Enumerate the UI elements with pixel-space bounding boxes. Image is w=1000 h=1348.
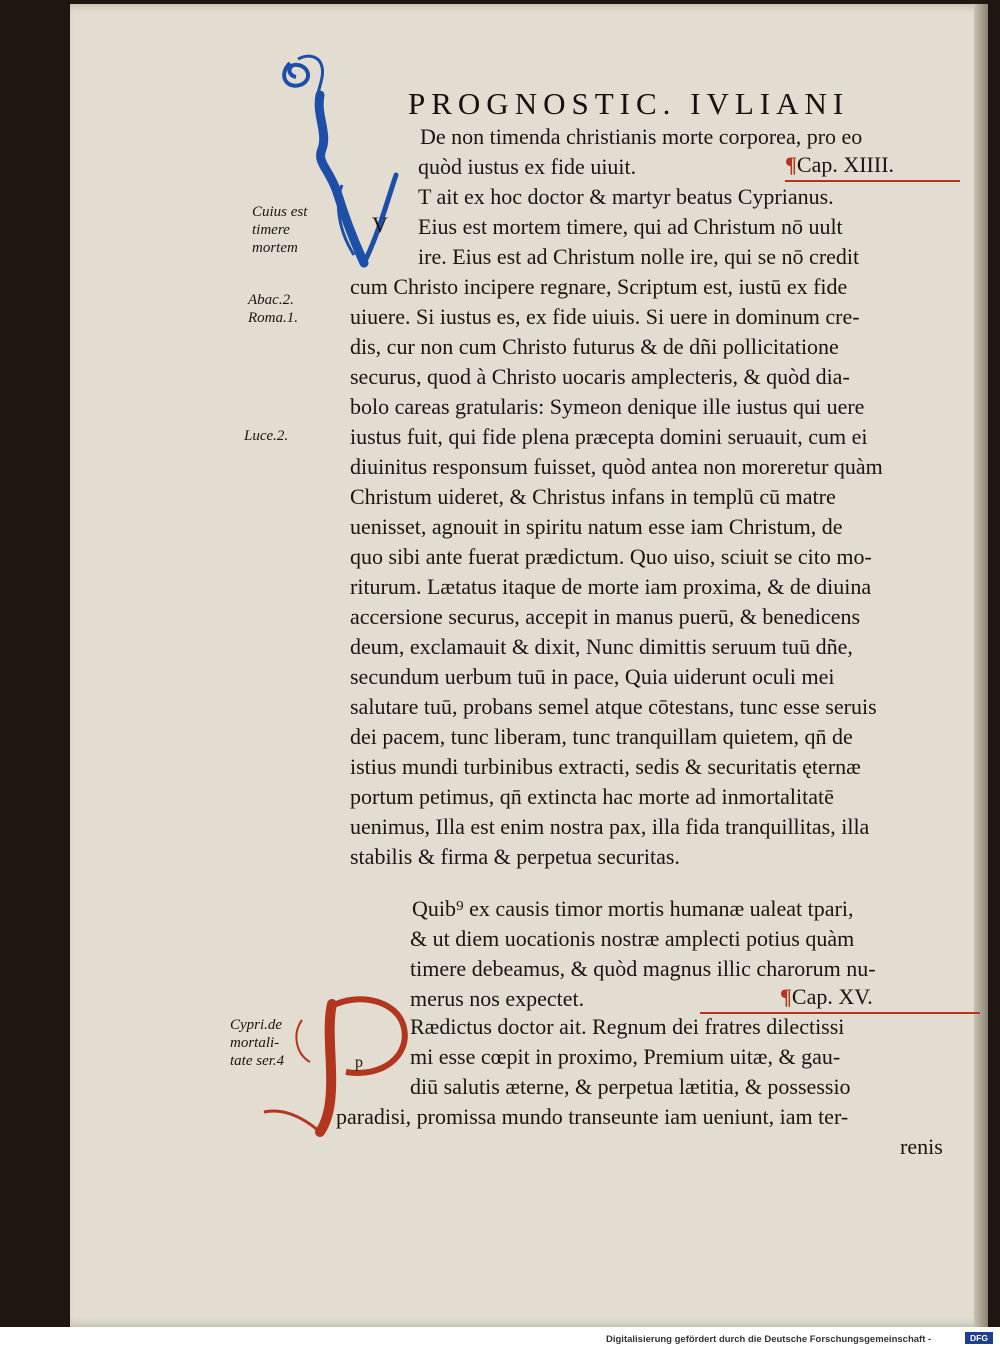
margin-note: Luce.2. <box>244 428 289 444</box>
chapter-14-body-line: bolo careas gratularis: Symeon denique ille iustus qui uere <box>350 394 865 419</box>
chapter-14-cap-label: Cap. XIIII. <box>796 152 895 177</box>
chapter-14-heading-line: quòd iustus ex fide uiuit. <box>418 154 637 179</box>
chapter-14-body-line: accersione securus, accepit in manus puerū, & benedicens <box>350 604 861 629</box>
guide-letter-p: p <box>355 1054 363 1071</box>
margin-note: Abac.2. Roma.1. <box>248 292 298 326</box>
chapter-15-body-line: diū salutis æterne, & perpetua lætitia, & possessio <box>410 1074 851 1099</box>
chapter-14-heading-line: De non timenda christianis morte corporea, pro eo <box>420 124 863 149</box>
footer-credit: Digitalisierung gefördert durch die Deutsche Forschungsgemeinschaft - <box>606 1334 932 1345</box>
chapter-15-heading-line: merus nos expectet. <box>410 986 585 1011</box>
chapter-15-cap-label: Cap. XV. <box>791 984 873 1009</box>
dfg-logo: DFG <box>965 1332 993 1344</box>
chapter-14-body-line: riturum. Lætatus itaque de morte iam proxima, & de diuina <box>350 574 872 599</box>
chapter-14-body-line: salutare tuū, probans semel atque cōtestans, tunc esse seruis <box>350 694 877 719</box>
chapter-14-body-line: iustus fuit, qui fide plena præcepta domini seruauit, cum ei <box>350 424 868 449</box>
chapter-15-heading-line: timere debeamus, & quòd magnus illic charorum nu- <box>410 956 876 981</box>
chapter-14-body-line: ire. Eius est ad Christum nolle ire, qui se nō credit <box>418 244 860 269</box>
chapter-15-heading-line: & ut diem uocationis nostræ amplecti potius quàm <box>410 926 855 951</box>
chapter-14-body-line: quo sibi ante fuerat prædictum. Quo uiso, sciuit se cito mo- <box>350 544 872 569</box>
chapter-14-body-line: uiuere. Si iustus es, ex fide uiuis. Si uere in dominum cre- <box>350 304 860 329</box>
chapter-15-body-line: Rædictus doctor ait. Regnum dei fratres dilectissi <box>410 1014 845 1039</box>
running-head: PROGNOSTIC. IVLIANI <box>408 86 850 121</box>
chapter-14-body-line: diuinitus responsum fuisset, quòd antea non moreretur quàm <box>350 454 883 479</box>
catchword: renis <box>900 1134 943 1159</box>
chapter-14-rubric-line <box>785 180 960 182</box>
chapter-14-body-line: Christum uideret, & Christus infans in templū cū matre <box>350 484 836 509</box>
chapter-14-body-line: uenisset, agnouit in spiritu natum esse iam Christum, de <box>350 514 843 539</box>
pilcrow-icon: ¶ <box>780 984 792 1009</box>
chapter-14-body-line: uenimus, Illa est enim nostra pax, illa fida tranquillitas, illa <box>350 814 870 839</box>
chapter-14-cap-marker <box>785 152 894 178</box>
chapter-15-body-line: paradisi, promissa mundo transeunte iam ueniunt, iam ter- <box>336 1104 849 1129</box>
chapter-14-body-line: deum, exclamauit & dixit, Nunc dimittis seruum tuū dñe, <box>350 634 853 659</box>
chapter-15-body-line: mi esse cœpit in proximo, Premium uitæ, & gau- <box>410 1044 841 1069</box>
chapter-14-body-line: portum petimus, qn̄ extincta hac morte ad inmortalitatē <box>350 784 834 809</box>
margin-note: Cypri.de mortali- tate ser.4 <box>230 1017 285 1069</box>
chapter-14-body-line: dei pacem, tunc liberam, tunc tranquillam quietem, qn̄ de <box>350 724 853 749</box>
chapter-14-body-line: Eius est mortem timere, qui ad Christum nō uult <box>418 214 843 239</box>
pilcrow-icon: ¶ <box>785 152 797 177</box>
chapter-14-body-line: dis, cur non cum Christo futurus & de dñi pollicitatione <box>350 334 839 359</box>
guide-letter-v: V <box>372 212 388 237</box>
margin-note: Cuius est timere mortem <box>252 204 308 256</box>
chapter-15-cap-marker <box>780 984 873 1010</box>
page-edge <box>974 4 988 1327</box>
chapter-14-body-line: stabilis & firma & perpetua securitas. <box>350 844 680 869</box>
chapter-14-body-line: securus, quod à Christo uocaris amplecteris, & quòd dia- <box>350 364 850 389</box>
chapter-14-body-line: secundum uerbum tuū in pace, Quia uiderunt oculi mei <box>350 664 835 689</box>
chapter-14-body-line: cum Christo incipere regnare, Scriptum est, iustū ex fide <box>350 274 848 299</box>
chapter-14-body-line: istius mundi turbinibus extracti, sedis & securitatis ęternæ <box>350 754 861 779</box>
chapter-14-body-line: T ait ex hoc doctor & martyr beatus Cyprianus. <box>418 184 834 209</box>
chapter-15-heading-line: Quib⁹ ex causis timor mortis humanæ ualeat tpari, <box>412 896 854 921</box>
